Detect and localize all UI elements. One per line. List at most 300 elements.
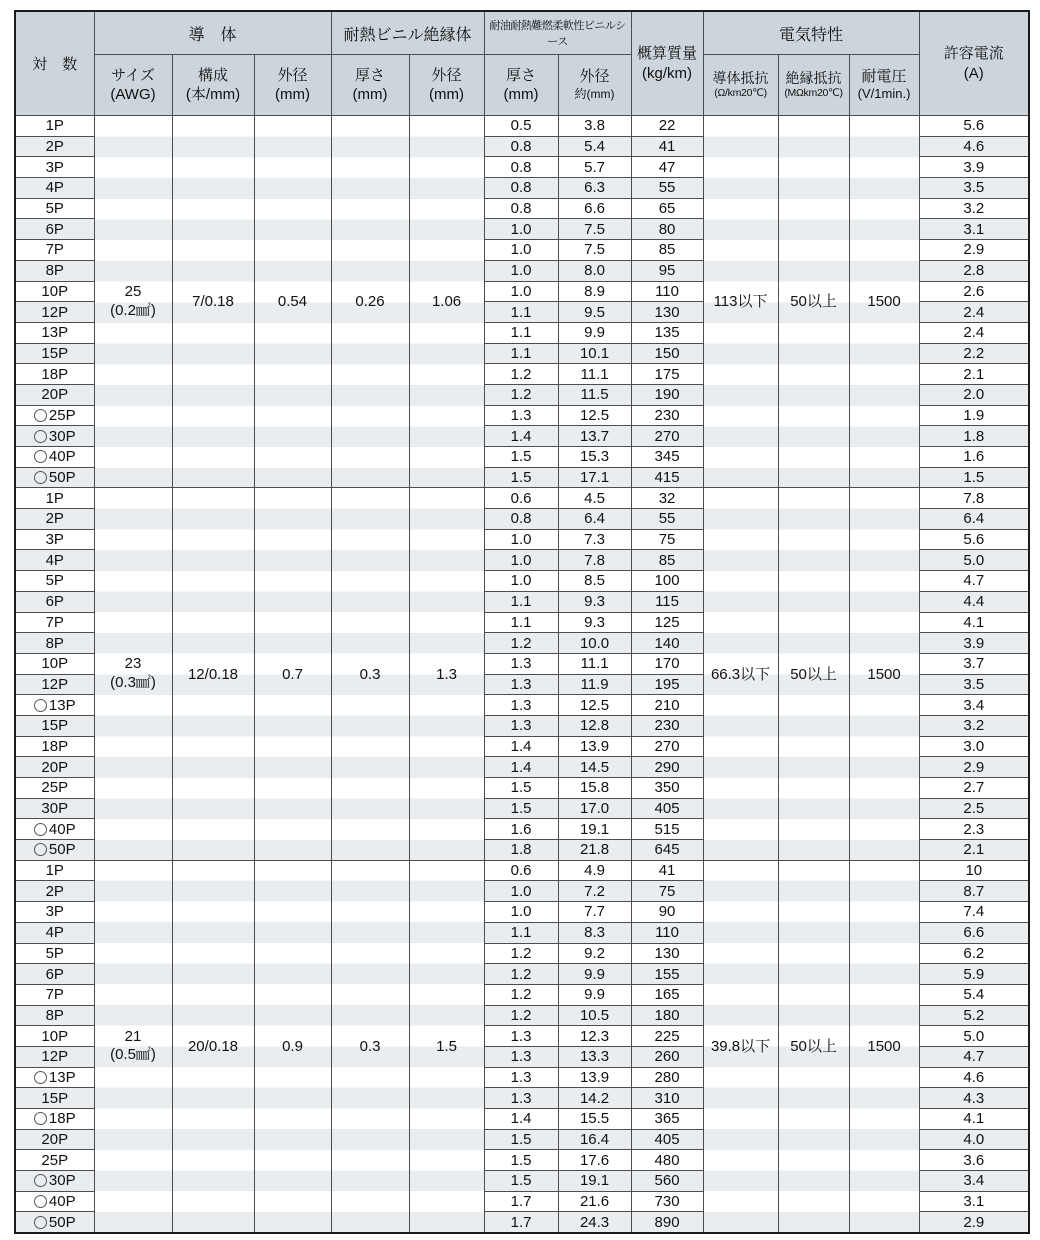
- pair-count-cell: 13P: [15, 1067, 94, 1088]
- pair-count-cell: 1P: [15, 116, 94, 137]
- allowable-current-cell: 3.6: [919, 1150, 1029, 1171]
- mass-cell: 85: [631, 240, 703, 261]
- sheath-thickness-cell: 1.4: [484, 736, 558, 757]
- mass-cell: 230: [631, 405, 703, 426]
- circle-mark-icon: [34, 450, 47, 463]
- sheath-thickness-cell: 0.8: [484, 509, 558, 530]
- size-mm2: (0.2㎟): [110, 301, 156, 319]
- mass-cell: 365: [631, 1109, 703, 1130]
- mass-cell: 645: [631, 840, 703, 861]
- size-awg: 25: [124, 282, 142, 300]
- sheath-thickness-cell: 1.5: [484, 1150, 558, 1171]
- header-allowable-current: [919, 11, 1029, 116]
- allowable-current-cell: 7.4: [919, 902, 1029, 923]
- mass-cell: 41: [631, 136, 703, 157]
- sheath-thickness-cell: 1.0: [484, 550, 558, 571]
- sheath-od-cell: 9.3: [558, 612, 631, 633]
- mass-cell: 75: [631, 529, 703, 550]
- header-conductor-group: 導 体: [94, 11, 331, 55]
- mass-cell: 41: [631, 860, 703, 881]
- sheath-thickness-cell: 1.4: [484, 1109, 558, 1130]
- mass-cell: 130: [631, 302, 703, 323]
- circle-mark-icon: [34, 1071, 47, 1084]
- allowable-current-cell: 1.6: [919, 447, 1029, 468]
- mass-cell: 280: [631, 1067, 703, 1088]
- sheath-thickness-cell: 1.5: [484, 798, 558, 819]
- allowable-current-cell: 2.3: [919, 819, 1029, 840]
- circle-mark-icon: [34, 1216, 47, 1229]
- allowable-current-cell: 5.0: [919, 1026, 1029, 1047]
- withstand-voltage-cell: 1500: [849, 488, 919, 860]
- sheath-thickness-cell: 1.7: [484, 1191, 558, 1212]
- pair-count-cell: 12P: [15, 302, 94, 323]
- spec-section: [15, 860, 1029, 1233]
- pair-count-cell: 8P: [15, 1005, 94, 1026]
- sheath-thickness-cell: 1.8: [484, 840, 558, 861]
- sheath-od-cell: 9.2: [558, 943, 631, 964]
- mass-cell: 110: [631, 922, 703, 943]
- mass-cell: 405: [631, 798, 703, 819]
- pair-count-cell: 5P: [15, 198, 94, 219]
- pair-count-cell: 15P: [15, 343, 94, 364]
- circle-mark-icon: [34, 430, 47, 443]
- sheath-od-cell: 17.1: [558, 467, 631, 488]
- spec-section: [15, 488, 1029, 860]
- allowable-current-cell: 5.6: [919, 529, 1029, 550]
- insulation-resistance-cell: 50以上: [778, 116, 849, 488]
- pair-count-cell: 3P: [15, 157, 94, 178]
- sheath-od-cell: 7.3: [558, 529, 631, 550]
- circle-mark-icon: [34, 1112, 47, 1125]
- allowable-current-cell: 2.9: [919, 1212, 1029, 1233]
- allowable-current-cell: 5.9: [919, 964, 1029, 985]
- sheath-thickness-cell: 1.0: [484, 881, 558, 902]
- allowable-current-cell: 2.7: [919, 778, 1029, 799]
- sheath-thickness-cell: 1.3: [484, 715, 558, 736]
- sheath-thickness-cell: 1.1: [484, 922, 558, 943]
- pair-count-cell: 1P: [15, 488, 94, 509]
- pair-count-cell: 6P: [15, 964, 94, 985]
- sheath-od-cell: 11.1: [558, 653, 631, 674]
- sheath-thickness-cell: 1.3: [484, 1026, 558, 1047]
- mass-cell: 730: [631, 1191, 703, 1212]
- header-current-line1: 許容電流: [943, 45, 1004, 62]
- sheath-od-cell: 8.0: [558, 260, 631, 281]
- allowable-current-cell: 5.2: [919, 1005, 1029, 1026]
- sheath-thickness-cell: 1.0: [484, 571, 558, 592]
- sheath-od-cell: 21.6: [558, 1191, 631, 1212]
- withstand-voltage-cell: 1500: [849, 860, 919, 1233]
- sheath-thickness-cell: 1.0: [484, 260, 558, 281]
- sheath-od-cell: 15.3: [558, 447, 631, 468]
- mass-cell: 190: [631, 384, 703, 405]
- sheath-od-cell: 10.5: [558, 1005, 631, 1026]
- sheath-od-cell: 4.5: [558, 488, 631, 509]
- mass-cell: 115: [631, 591, 703, 612]
- conductor-od-cell: 0.9: [254, 860, 331, 1233]
- mass-cell: 100: [631, 571, 703, 592]
- sheath-thickness-cell: 1.3: [484, 1088, 558, 1109]
- sheath-thickness-cell: 1.3: [484, 674, 558, 695]
- mass-cell: 85: [631, 550, 703, 571]
- mass-cell: 55: [631, 509, 703, 530]
- sheath-od-cell: 7.7: [558, 902, 631, 923]
- sheath-thickness-cell: 1.1: [484, 343, 558, 364]
- allowable-current-cell: 4.7: [919, 571, 1029, 592]
- allowable-current-cell: 5.6: [919, 116, 1029, 137]
- sheath-od-cell: 12.5: [558, 405, 631, 426]
- pair-count-cell: 3P: [15, 529, 94, 550]
- mass-cell: 225: [631, 1026, 703, 1047]
- circle-mark-icon: [34, 471, 47, 484]
- pair-count-cell: 50P: [15, 840, 94, 861]
- sheath-od-cell: 12.5: [558, 695, 631, 716]
- pair-count-cell: 2P: [15, 509, 94, 530]
- sheath-thickness-cell: 1.5: [484, 1129, 558, 1150]
- mass-cell: 110: [631, 281, 703, 302]
- allowable-current-cell: 8.7: [919, 881, 1029, 902]
- header-conductor-od: 外径 (mm): [254, 55, 331, 116]
- spec-section: [15, 116, 1029, 488]
- pair-count-cell: 2P: [15, 881, 94, 902]
- header-mass-line1: 概算質量: [637, 45, 698, 62]
- circle-mark-icon: [34, 843, 47, 856]
- pair-count-cell: 25P: [15, 405, 94, 426]
- sheath-od-cell: 7.8: [558, 550, 631, 571]
- mass-cell: 65: [631, 198, 703, 219]
- conductor-construction-cell: 7/0.18: [172, 116, 254, 488]
- sheath-thickness-cell: 0.8: [484, 178, 558, 199]
- conductor-size-cell: [94, 116, 172, 488]
- sheath-thickness-cell: 1.2: [484, 633, 558, 654]
- pair-count-cell: 8P: [15, 260, 94, 281]
- allowable-current-cell: 6.4: [919, 509, 1029, 530]
- mass-cell: 515: [631, 819, 703, 840]
- pair-count-cell: 20P: [15, 757, 94, 778]
- conductor-od-cell: 0.54: [254, 116, 331, 488]
- mass-cell: 55: [631, 178, 703, 199]
- sheath-od-cell: 7.5: [558, 240, 631, 261]
- pair-count-cell: 30P: [15, 426, 94, 447]
- sheath-od-cell: 7.5: [558, 219, 631, 240]
- circle-mark-icon: [34, 699, 47, 712]
- header-mass: [631, 11, 703, 116]
- cable-spec-table: [14, 10, 1030, 1234]
- header-insulation-group: 耐熱ビニル絶縁体: [331, 11, 484, 55]
- insulation-resistance-cell: 50以上: [778, 488, 849, 860]
- sheath-thickness-cell: 1.5: [484, 1171, 558, 1192]
- pair-count-cell: 13P: [15, 695, 94, 716]
- allowable-current-cell: 3.1: [919, 219, 1029, 240]
- circle-mark-icon: [34, 1174, 47, 1187]
- sheath-od-cell: 21.8: [558, 840, 631, 861]
- mass-cell: 290: [631, 757, 703, 778]
- sheath-thickness-cell: 1.3: [484, 1046, 558, 1067]
- sheath-od-cell: 6.4: [558, 509, 631, 530]
- allowable-current-cell: 2.4: [919, 322, 1029, 343]
- allowable-current-cell: 3.5: [919, 674, 1029, 695]
- pair-count-cell: 18P: [15, 1109, 94, 1130]
- pair-count-cell: 5P: [15, 943, 94, 964]
- pair-count-cell: 4P: [15, 922, 94, 943]
- mass-cell: 480: [631, 1150, 703, 1171]
- mass-cell: 415: [631, 467, 703, 488]
- pair-count-cell: 30P: [15, 798, 94, 819]
- header-sheath-thickness: 厚さ (mm): [484, 55, 558, 116]
- pair-count-cell: 10P: [15, 281, 94, 302]
- header-conductor-resistance: 導体抵抗 (Ω/km20℃): [703, 55, 778, 116]
- pair-count-cell: 10P: [15, 653, 94, 674]
- mass-cell: 32: [631, 488, 703, 509]
- sheath-od-cell: 5.7: [558, 157, 631, 178]
- mass-cell: 270: [631, 736, 703, 757]
- allowable-current-cell: 3.5: [919, 178, 1029, 199]
- sheath-thickness-cell: 1.1: [484, 302, 558, 323]
- sheath-od-cell: 13.9: [558, 736, 631, 757]
- allowable-current-cell: 4.1: [919, 1109, 1029, 1130]
- mass-cell: 175: [631, 364, 703, 385]
- mass-cell: 125: [631, 612, 703, 633]
- mass-cell: 140: [631, 633, 703, 654]
- size-awg: 21: [124, 1027, 142, 1045]
- insulation-od-cell: 1.3: [409, 488, 484, 860]
- allowable-current-cell: 2.5: [919, 798, 1029, 819]
- mass-cell: 150: [631, 343, 703, 364]
- mass-cell: 210: [631, 695, 703, 716]
- sheath-od-cell: 14.5: [558, 757, 631, 778]
- sheath-thickness-cell: 1.0: [484, 240, 558, 261]
- mass-cell: 195: [631, 674, 703, 695]
- pair-count-cell: 1P: [15, 860, 94, 881]
- insulation-od-cell: 1.5: [409, 860, 484, 1233]
- sheath-thickness-cell: 1.5: [484, 447, 558, 468]
- sheath-od-cell: 17.6: [558, 1150, 631, 1171]
- conductor-construction-cell: 20/0.18: [172, 860, 254, 1233]
- sheath-thickness-cell: 1.0: [484, 281, 558, 302]
- sheath-od-cell: 9.9: [558, 964, 631, 985]
- mass-cell: 270: [631, 426, 703, 447]
- circle-mark-icon: [34, 1195, 47, 1208]
- allowable-current-cell: 3.2: [919, 198, 1029, 219]
- sheath-od-cell: 9.3: [558, 591, 631, 612]
- sheath-od-cell: 8.3: [558, 922, 631, 943]
- mass-cell: 310: [631, 1088, 703, 1109]
- mass-cell: 165: [631, 984, 703, 1005]
- circle-mark-icon: [34, 409, 47, 422]
- allowable-current-cell: 3.2: [919, 715, 1029, 736]
- allowable-current-cell: 4.6: [919, 136, 1029, 157]
- pair-count-cell: 4P: [15, 178, 94, 199]
- sheath-thickness-cell: 1.0: [484, 529, 558, 550]
- sheath-thickness-cell: 1.2: [484, 364, 558, 385]
- header-pair-count: 対 数: [15, 11, 94, 116]
- mass-cell: 22: [631, 116, 703, 137]
- sheath-thickness-cell: 1.5: [484, 467, 558, 488]
- table-row: [15, 116, 1029, 137]
- allowable-current-cell: 2.1: [919, 364, 1029, 385]
- sheath-thickness-cell: 1.3: [484, 695, 558, 716]
- mass-cell: 95: [631, 260, 703, 281]
- conductor-od-cell: 0.7: [254, 488, 331, 860]
- sheath-od-cell: 7.2: [558, 881, 631, 902]
- allowable-current-cell: 2.1: [919, 840, 1029, 861]
- allowable-current-cell: 6.6: [919, 922, 1029, 943]
- sheath-od-cell: 13.7: [558, 426, 631, 447]
- sheath-od-cell: 9.9: [558, 322, 631, 343]
- sheath-od-cell: 10.1: [558, 343, 631, 364]
- header-electrical-group: 電気特性: [703, 11, 919, 55]
- allowable-current-cell: 3.9: [919, 157, 1029, 178]
- allowable-current-cell: 10: [919, 860, 1029, 881]
- conductor-resistance-cell: 113以下: [703, 116, 778, 488]
- sheath-od-cell: 11.1: [558, 364, 631, 385]
- allowable-current-cell: 4.0: [919, 1129, 1029, 1150]
- sheath-od-cell: 13.3: [558, 1046, 631, 1067]
- sheath-thickness-cell: 1.5: [484, 778, 558, 799]
- sheath-od-cell: 6.6: [558, 198, 631, 219]
- allowable-current-cell: 1.9: [919, 405, 1029, 426]
- allowable-current-cell: 3.1: [919, 1191, 1029, 1212]
- pair-count-cell: 18P: [15, 364, 94, 385]
- insulation-thickness-cell: 0.3: [331, 860, 409, 1233]
- header-current-line2: (A): [963, 64, 984, 82]
- sheath-od-cell: 6.3: [558, 178, 631, 199]
- allowable-current-cell: 7.8: [919, 488, 1029, 509]
- pair-count-cell: 2P: [15, 136, 94, 157]
- sheath-thickness-cell: 1.2: [484, 943, 558, 964]
- pair-count-cell: 7P: [15, 984, 94, 1005]
- allowable-current-cell: 3.9: [919, 633, 1029, 654]
- pair-count-cell: 6P: [15, 219, 94, 240]
- sheath-thickness-cell: 1.1: [484, 322, 558, 343]
- sheath-od-cell: 9.9: [558, 984, 631, 1005]
- pair-count-cell: 15P: [15, 715, 94, 736]
- insulation-resistance-cell: 50以上: [778, 860, 849, 1233]
- circle-mark-icon: [34, 823, 47, 836]
- allowable-current-cell: 2.0: [919, 384, 1029, 405]
- conductor-size-cell: [94, 488, 172, 860]
- allowable-current-cell: 2.8: [919, 260, 1029, 281]
- pair-count-cell: 18P: [15, 736, 94, 757]
- sheath-thickness-cell: 1.2: [484, 384, 558, 405]
- allowable-current-cell: 4.6: [919, 1067, 1029, 1088]
- allowable-current-cell: 1.5: [919, 467, 1029, 488]
- header-insulation-thickness: 厚さ (mm): [331, 55, 409, 116]
- allowable-current-cell: 5.4: [919, 984, 1029, 1005]
- sheath-thickness-cell: 1.4: [484, 426, 558, 447]
- pair-count-cell: 12P: [15, 1046, 94, 1067]
- sheath-thickness-cell: 0.5: [484, 116, 558, 137]
- withstand-voltage-cell: 1500: [849, 116, 919, 488]
- conductor-resistance-cell: 39.8以下: [703, 860, 778, 1233]
- mass-cell: 890: [631, 1212, 703, 1233]
- mass-cell: 80: [631, 219, 703, 240]
- mass-cell: 350: [631, 778, 703, 799]
- allowable-current-cell: 1.8: [919, 426, 1029, 447]
- allowable-current-cell: 3.4: [919, 1171, 1029, 1192]
- sheath-od-cell: 13.9: [558, 1067, 631, 1088]
- allowable-current-cell: 3.7: [919, 653, 1029, 674]
- sheath-thickness-cell: 1.2: [484, 964, 558, 985]
- sheath-thickness-cell: 0.8: [484, 136, 558, 157]
- allowable-current-cell: 2.4: [919, 302, 1029, 323]
- sheath-thickness-cell: 1.3: [484, 653, 558, 674]
- allowable-current-cell: 3.0: [919, 736, 1029, 757]
- sheath-od-cell: 24.3: [558, 1212, 631, 1233]
- allowable-current-cell: 4.1: [919, 612, 1029, 633]
- header-sheath-od: 外径 約(mm): [558, 55, 631, 116]
- mass-cell: 230: [631, 715, 703, 736]
- sheath-thickness-cell: 1.6: [484, 819, 558, 840]
- sheath-od-cell: 19.1: [558, 1171, 631, 1192]
- header-mass-line2: (kg/km): [642, 64, 693, 82]
- sheath-od-cell: 14.2: [558, 1088, 631, 1109]
- sheath-od-cell: 3.8: [558, 116, 631, 137]
- mass-cell: 90: [631, 902, 703, 923]
- pair-count-cell: 25P: [15, 778, 94, 799]
- mass-cell: 345: [631, 447, 703, 468]
- allowable-current-cell: 2.9: [919, 240, 1029, 261]
- insulation-thickness-cell: 0.26: [331, 116, 409, 488]
- table-header: [15, 11, 1029, 116]
- table-row: [15, 860, 1029, 881]
- sheath-thickness-cell: 1.0: [484, 902, 558, 923]
- sheath-od-cell: 16.4: [558, 1129, 631, 1150]
- size-mm2: (0.5㎟): [110, 1046, 156, 1064]
- pair-count-cell: 13P: [15, 322, 94, 343]
- sheath-thickness-cell: 1.0: [484, 219, 558, 240]
- pair-count-cell: 4P: [15, 550, 94, 571]
- sheath-od-cell: 8.9: [558, 281, 631, 302]
- pair-count-cell: 10P: [15, 1026, 94, 1047]
- sheath-od-cell: 17.0: [558, 798, 631, 819]
- mass-cell: 135: [631, 322, 703, 343]
- mass-cell: 405: [631, 1129, 703, 1150]
- pair-count-cell: 20P: [15, 1129, 94, 1150]
- sheath-od-cell: 4.9: [558, 860, 631, 881]
- sheath-od-cell: 12.8: [558, 715, 631, 736]
- pair-count-cell: 50P: [15, 467, 94, 488]
- mass-cell: 170: [631, 653, 703, 674]
- conductor-resistance-cell: 66.3以下: [703, 488, 778, 860]
- size-awg: 23: [124, 655, 142, 673]
- allowable-current-cell: 4.4: [919, 591, 1029, 612]
- pair-count-cell: 40P: [15, 819, 94, 840]
- pair-count-cell: 5P: [15, 571, 94, 592]
- mass-cell: 560: [631, 1171, 703, 1192]
- header-insulation-resistance: 絶縁抵抗 (MΩkm20℃): [778, 55, 849, 116]
- pair-count-cell: 40P: [15, 1191, 94, 1212]
- sheath-od-cell: 5.4: [558, 136, 631, 157]
- mass-cell: 47: [631, 157, 703, 178]
- pair-count-cell: 6P: [15, 591, 94, 612]
- conductor-construction-cell: 12/0.18: [172, 488, 254, 860]
- header-insulation-od: 外径 (mm): [409, 55, 484, 116]
- sheath-od-cell: 8.5: [558, 571, 631, 592]
- pair-count-cell: 20P: [15, 384, 94, 405]
- header-construction: 構成 (本/mm): [172, 55, 254, 116]
- table-row: [15, 488, 1029, 509]
- pair-count-cell: 7P: [15, 612, 94, 633]
- sheath-od-cell: 11.9: [558, 674, 631, 695]
- sheath-thickness-cell: 0.8: [484, 157, 558, 178]
- sheath-thickness-cell: 1.3: [484, 405, 558, 426]
- sheath-od-cell: 19.1: [558, 819, 631, 840]
- size-mm2: (0.3㎟): [110, 674, 156, 692]
- pair-count-cell: 7P: [15, 240, 94, 261]
- allowable-current-cell: 2.9: [919, 757, 1029, 778]
- sheath-od-cell: 15.8: [558, 778, 631, 799]
